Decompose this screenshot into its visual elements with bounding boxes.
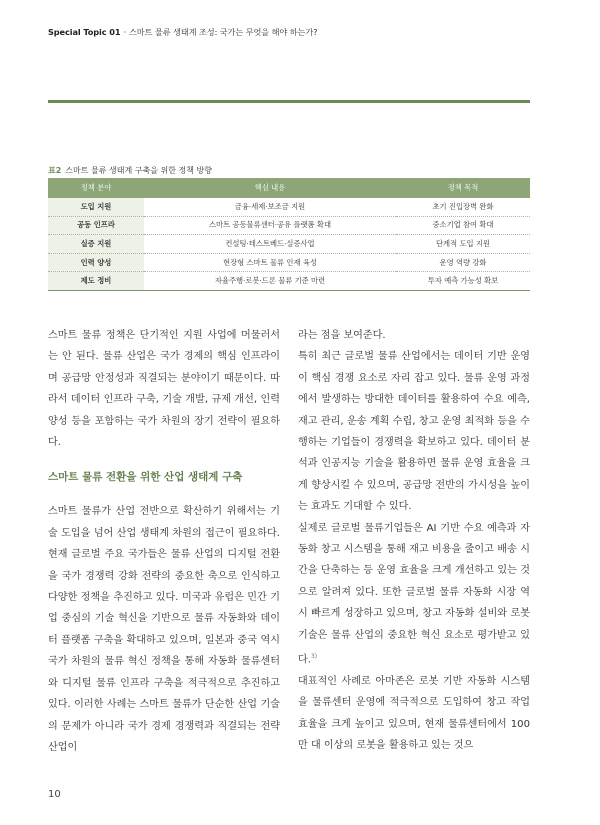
cell-content: 자율주행·로봇·드론 물류 기준 마련 [144, 272, 396, 291]
cell-area: 실증 지원 [48, 235, 144, 254]
paragraph: 스마트 물류가 산업 전반으로 확산하기 위해서는 기술 도입을 넘어 산업 생태계 차원의 접근이 필요하다. 현재 글로벌 주요 국가들은 물류 산업의 디지털 전환을 국가 경쟁력 강화 전략의 중요한 축으로 인식하고 다양한 정책을 추진하고 있다. 미국과 유럽은 민간 기업 중심의 기술 혁신을 기반으로 물류 자동화와 데이터 플랫폼 구축을 확대하고 있으며, 일본과 중국 역시 국가 차원의 물류 혁신 정책을 통해 자동화 물류센터와 디지털 물류 인프라 구축을 적극적으로 추진하고 있다. 이러한 사례는 스마트 물류가 단순한 산업 기술의 문제가 아니라 국가 경제 경쟁력과 직결되는 전략 산업이 [48, 506, 280, 753]
paragraph-with-footnote [298, 518, 530, 671]
body-column-left [48, 325, 280, 758]
header-subtitle: 스마트 물류 생태계 조성: 국가는 무엇을 해야 하는가? [128, 27, 318, 37]
header-rule [48, 100, 530, 103]
cell-area: 도입 지원 [48, 198, 144, 216]
header-separator: · [123, 27, 126, 37]
table-row [48, 253, 530, 272]
column-header-purpose: 정책 목적 [396, 178, 530, 198]
table-row [48, 272, 530, 291]
footnote-reference: 3) [310, 653, 318, 661]
body-column-right [298, 325, 530, 756]
cell-content: 현장형 스마트 물류 인재 육성 [144, 253, 396, 272]
cell-purpose: 운영 역량 강화 [396, 253, 530, 272]
header-topic: Special Topic 01 [48, 27, 121, 37]
page-number: 10 [48, 789, 61, 800]
table-row [48, 235, 530, 254]
paragraph: 대표적인 사례로 아마존은 로봇 기반 자동화 시스템을 물류센터 운영에 적극적으로 도입하여 창고 작업 효율을 크게 높이고 있으며, 현재 물류센터에서 100만 대 이상의 로봇을 활용하고 있는 것으 [298, 675, 530, 752]
table-row [48, 216, 530, 235]
policy-table [48, 178, 530, 291]
cell-area: 공동 인프라 [48, 216, 144, 235]
table-row [48, 198, 530, 216]
cell-purpose: 중소기업 참여 확대 [396, 216, 530, 235]
cell-content: 스마트 공동물류센터·공유 플랫폼 확대 [144, 216, 396, 235]
cell-purpose: 초기 진입장벽 완화 [396, 198, 530, 216]
cell-area: 제도 정비 [48, 272, 144, 291]
cell-area: 인력 양성 [48, 253, 144, 272]
section-heading: 스마트 물류 전환을 위한 산업 생태계 구축 [48, 471, 243, 484]
paragraph: 특히 최근 글로벌 물류 산업에서는 데이터 기반 운영이 핵심 경쟁 요소로 자리 잡고 있다. 물류 운영 과정에서 발생하는 방대한 데이터를 활용하여 수요 예측, 재고 관리, 운송 계획 수립, 창고 운영 최적화 등을 수행하는 기업들이 경쟁력을 확보하고 있다. 데이터 분석과 인공지능 기술을 활용하면 물류 운영 효율을 크게 향상시킬 수 있으며, 공급망 전반의 가시성을 높이는 효과도 기대할 수 있다. [298, 351, 530, 513]
cell-content: 컨설팅·테스트베드·실증사업 [144, 235, 396, 254]
paragraph-text: 실제로 글로벌 물류기업들은 AI 기반 수요 예측과 자동화 창고 시스템을 통해 재고 비용을 줄이고 배송 시간을 단축하는 등 운영 효율을 크게 개선하고 있는 것으로 알려져 있다. 또한 글로벌 물류 자동화 시장 역시 빠르게 성장하고 있으며, 창고 자동화 설비와 로봇 기술은 물류 산업의 중요한 혁신 요소로 평가받고 있다. [298, 522, 530, 666]
table-caption [48, 165, 212, 176]
cell-purpose: 투자 예측 가능성 확보 [396, 272, 530, 291]
paragraph: 스마트 물류 정책은 단기적인 지원 사업에 머물러서는 안 된다. 물류 산업은 국가 경제의 핵심 인프라이며 공급망 안정성과 직결되는 분야이기 때문이다. 따라서 데이터 인프라 구축, 기술 개발, 규제 개선, 인력 양성 등을 포함하는 국가 차원의 장기 전략이 필요하다. [48, 330, 280, 449]
table-caption-number: 표2 [48, 166, 62, 175]
running-header [48, 27, 317, 38]
table-caption-text: 스마트 물류 생태계 구축을 위한 정책 방향 [65, 166, 212, 175]
column-header-area: 정책 분야 [48, 178, 144, 198]
cell-purpose: 단계적 도입 지원 [396, 235, 530, 254]
table-header-row [48, 178, 530, 198]
paragraph: 라는 점을 보여준다. [298, 330, 386, 341]
column-header-content: 핵심 내용 [144, 178, 396, 198]
cell-content: 금융·세제·보조금 지원 [144, 198, 396, 216]
